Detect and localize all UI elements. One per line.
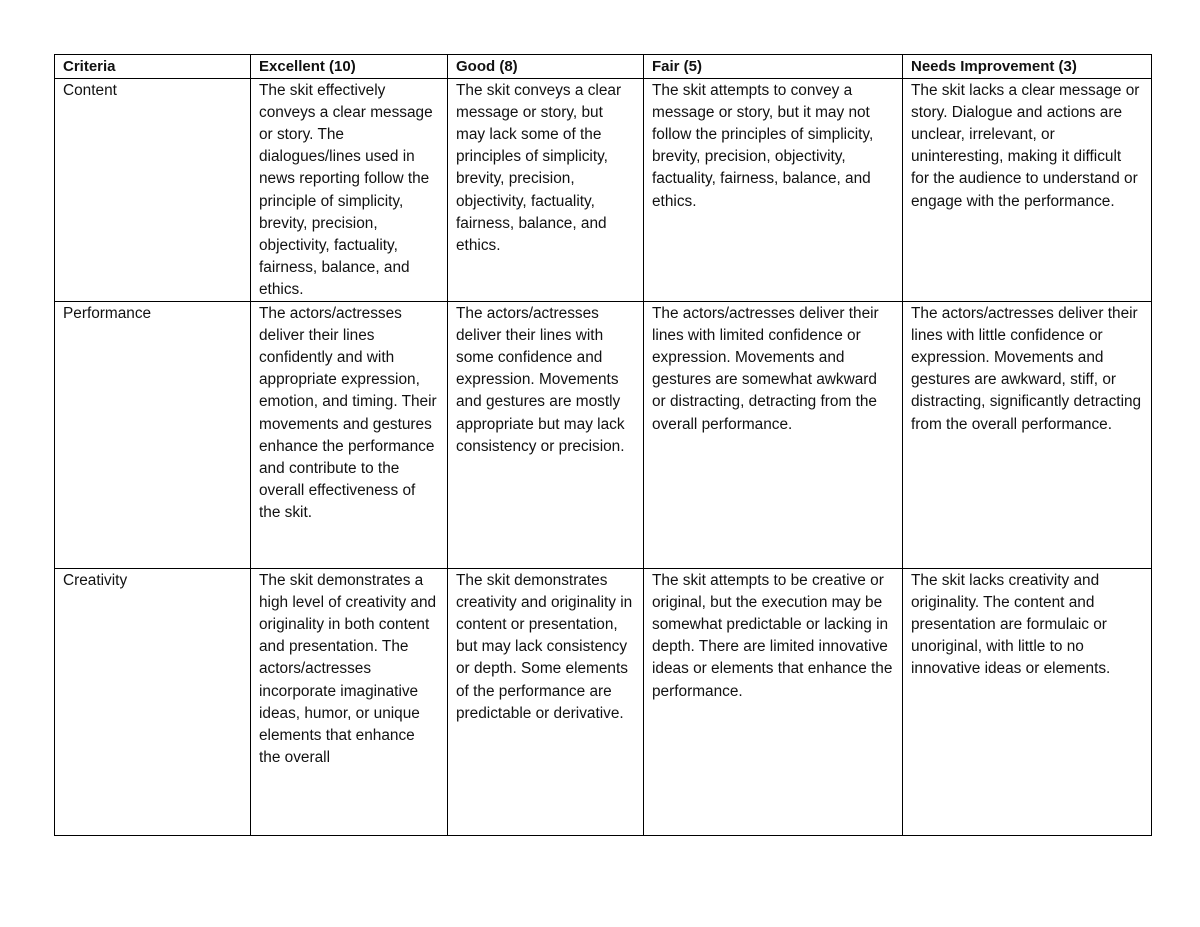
cell-content-excellent: The skit effectively conveys a clear message or story. The dialogues/lines used in news reporting follow the principle of simplicity, brevity, precision, objectivity, factuality, fairness, balance, and ethics. xyxy=(251,79,448,302)
cell-criteria-creativity: Creativity xyxy=(55,569,251,836)
table-row-creativity xyxy=(55,569,1152,836)
cell-performance-excellent: The actors/actresses deliver their lines confidently and with appropriate expression, emotion, and timing. Their movements and gestures enhance the performance and contribute to the overall effectiveness of the skit. xyxy=(251,302,448,569)
cell-creativity-excellent-wrap xyxy=(251,569,448,836)
cell-content-fair: The skit attempts to convey a message or story, but it may not follow the principles of simplicity, brevity, precision, objectivity, factuality, fairness, balance, and ethics. xyxy=(644,79,903,302)
rubric-header xyxy=(55,55,1152,79)
table-row-performance xyxy=(55,302,1152,569)
cell-criteria-performance: Performance xyxy=(55,302,251,569)
cell-content-good: The skit conveys a clear message or story, but may lack some of the principles of simplicity, brevity, precision, objectivity, factuality, fairness, balance, and ethics. xyxy=(448,79,644,302)
table-row-content xyxy=(55,79,1152,302)
cell-creativity-needs-improvement: The skit lacks creativity and originality. The content and presentation are formulaic or unoriginal, with little to no innovative ideas or elements. xyxy=(903,569,1152,836)
header-row xyxy=(55,55,1152,79)
header-criteria: Criteria xyxy=(55,55,251,79)
header-good: Good (8) xyxy=(448,55,644,79)
header-fair: Fair (5) xyxy=(644,55,903,79)
rubric-table xyxy=(54,54,1152,836)
cell-content-needs-improvement: The skit lacks a clear message or story. Dialogue and actions are unclear, irrelevant, or uninteresting, making it difficult for the audience to understand or engage with the performance. xyxy=(903,79,1152,302)
cell-creativity-good: The skit demonstrates creativity and originality in content or presentation, but may lack consistency or depth. Some elements of the performance are predictable or derivative. xyxy=(448,569,644,836)
header-needs-improvement: Needs Improvement (3) xyxy=(903,55,1152,79)
header-excellent: Excellent (10) xyxy=(251,55,448,79)
cell-performance-good: The actors/actresses deliver their lines with some confidence and expression. Movements and gestures are mostly appropriate but may lack consistency or precision. xyxy=(448,302,644,569)
cell-performance-fair: The actors/actresses deliver their lines with limited confidence or expression. Movements and gestures are somewhat awkward or distracting, detracting from the overall performance. xyxy=(644,302,903,569)
cell-criteria-content: Content xyxy=(55,79,251,302)
cell-performance-needs-improvement: The actors/actresses deliver their lines with little confidence or expression. Movements and gestures are awkward, stiff, or distracting, significantly detracting from the overall performance. xyxy=(903,302,1152,569)
cell-creativity-fair: The skit attempts to be creative or original, but the execution may be somewhat predictable or lacking in depth. There are limited innovative ideas or elements that enhance the performance. xyxy=(644,569,903,836)
cell-creativity-excellent: The skit demonstrates a high level of creativity and originality in both content and presentation. The actors/actresses incorporate imaginative ideas, humor, or unique elements that enhance the overall xyxy=(259,572,437,766)
